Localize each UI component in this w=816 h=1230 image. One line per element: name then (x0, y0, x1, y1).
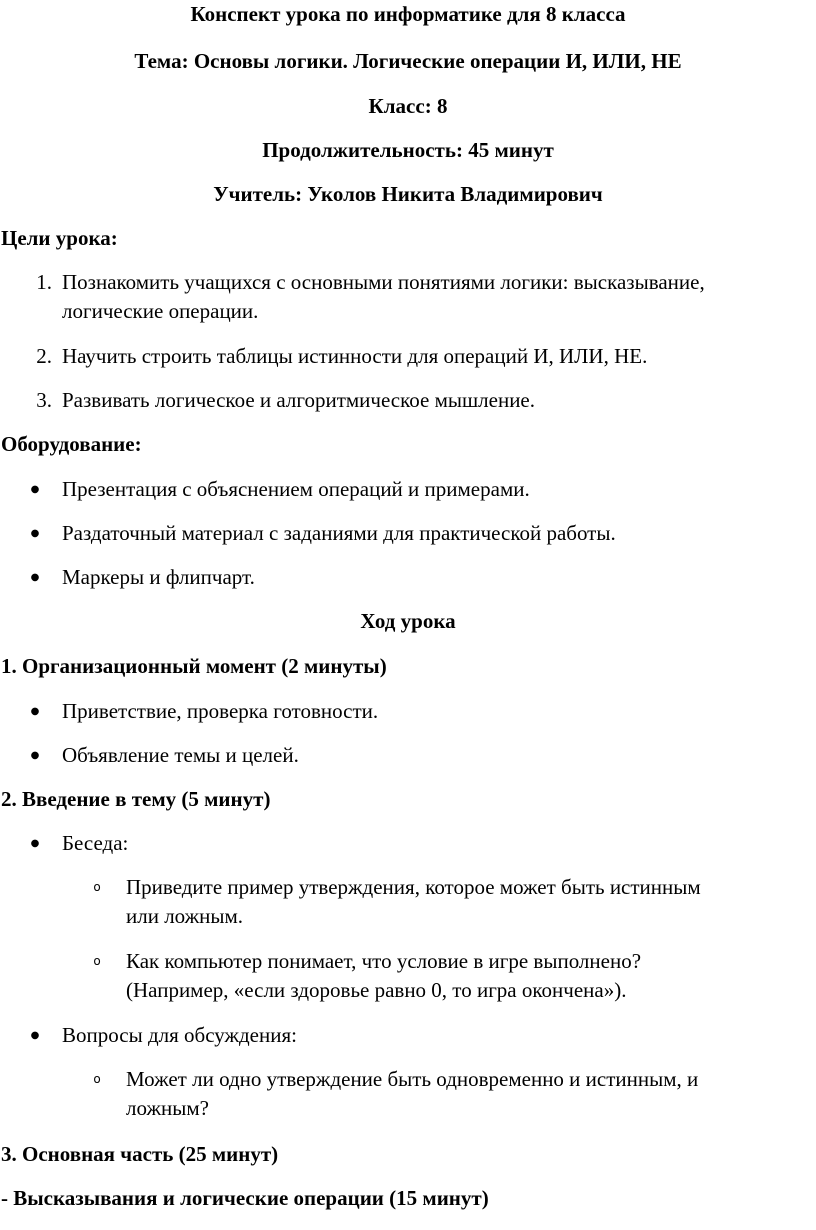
question-text (126, 1065, 814, 1123)
section1-text: Объявление темы и целей. (62, 743, 299, 767)
circle-bullet-icon: o (93, 1072, 101, 1086)
conversation-text (126, 947, 814, 1005)
goal-text-line: логические операции. (62, 299, 259, 323)
equipment-heading: Оборудование: (1, 432, 142, 456)
goals-heading: Цели урока: (1, 226, 118, 250)
bullet-icon: ● (30, 1030, 40, 1041)
goal-text: Развивать логическое и алгоритмическое мышление. (62, 388, 536, 412)
question-text-line: ложным? (126, 1096, 209, 1120)
bullet-icon: ● (30, 484, 40, 495)
section3-subheading: - Высказывания и логические операции (15 минут) (1, 1186, 489, 1210)
conversation-text (126, 873, 814, 931)
bullet-icon: ● (30, 572, 40, 583)
conversation-text-line: (Например, «если здоровье равно 0, то игра окончена»). (126, 978, 627, 1002)
circle-bullet-icon: o (93, 880, 101, 894)
lesson-topic: Тема: Основы логики. Логические операции И, ИЛИ, НЕ (134, 49, 682, 73)
questions-label: Вопросы для обсуждения: (62, 1023, 297, 1047)
lesson-flow-heading: Ход урока (360, 609, 456, 633)
section3-heading: 3. Основная часть (25 минут) (1, 1142, 279, 1166)
lesson-grade: Класс: 8 (368, 94, 448, 118)
goal-number: 3. (36, 388, 52, 412)
conversation-text-line: Приведите пример утверждения, которое может быть истинным (126, 875, 701, 899)
goal-text (62, 268, 814, 326)
goal-text-line: Познакомить учащихся с основными понятиями логики: высказывание, (62, 270, 705, 294)
bullet-icon: ● (30, 528, 40, 539)
bullet-icon: ● (30, 706, 40, 717)
conversation-text-line: или ложным. (126, 904, 244, 928)
section1-text: Приветствие, проверка готовности. (62, 699, 379, 723)
question-text-line: Может ли одно утверждение быть одновременно и истинным, и (126, 1067, 699, 1091)
circle-bullet-icon: o (93, 954, 101, 968)
equipment-text: Маркеры и флипчарт. (62, 565, 255, 589)
goal-number: 2. (36, 344, 52, 368)
conversation-text-line: Как компьютер понимает, что условие в игре выполнено? (126, 949, 642, 973)
lesson-duration: Продолжительность: 45 минут (262, 138, 554, 162)
bullet-icon: ● (30, 750, 40, 761)
equipment-text: Раздаточный материал с заданиями для практической работы. (62, 521, 616, 545)
goal-number: 1. (36, 270, 52, 294)
conversation-label: Беседа: (62, 831, 129, 855)
section1-heading: 1. Организационный момент (2 минуты) (1, 654, 387, 678)
section2-heading: 2. Введение в тему (5 минут) (1, 787, 271, 811)
lesson-teacher: Учитель: Уколов Никита Владимирович (213, 182, 603, 206)
bullet-icon: ● (30, 838, 40, 849)
document-title: Конспект урока по информатике для 8 класса (190, 2, 626, 26)
goal-text: Научить строить таблицы истинности для операций И, ИЛИ, НЕ. (62, 344, 648, 368)
equipment-text: Презентация с объяснением операций и примерами. (62, 477, 530, 501)
